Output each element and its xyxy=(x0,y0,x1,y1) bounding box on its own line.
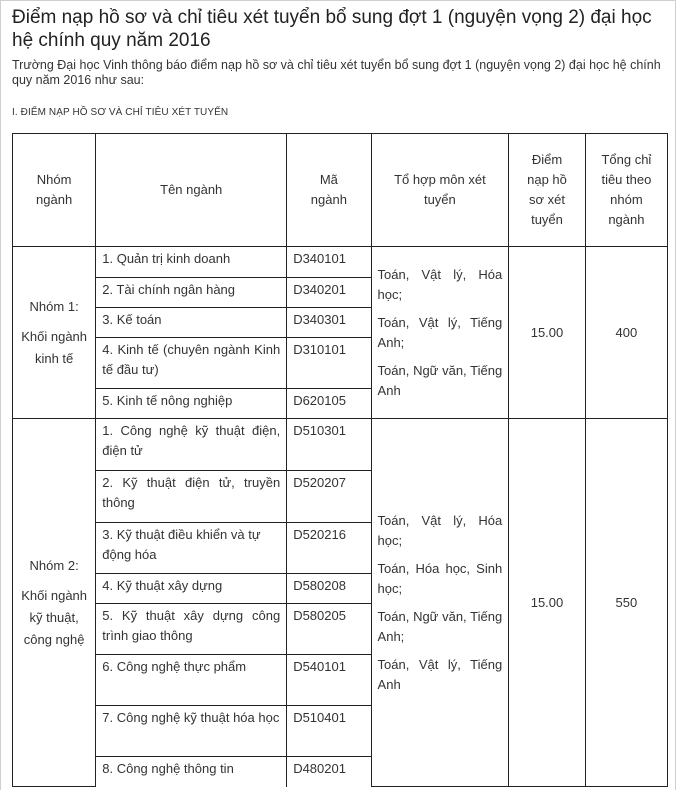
score-cell: 15.00 xyxy=(509,247,586,419)
group-label: Nhóm 2: xyxy=(29,557,79,573)
major-name: 4. Kỹ thuật xây dựng xyxy=(96,574,287,604)
group-label: Nhóm 1: xyxy=(29,298,79,314)
combo-item: Toán, Vật lý, Hóa học; xyxy=(377,266,503,302)
intro-paragraph: Trường Đại học Vinh thông báo điểm nạp hồ sơ và chỉ tiêu xét tuyển bổ sung đợt 1 (nguyện vọng 2) đại học hệ chính quy năm 2016 như sau: xyxy=(12,58,661,87)
major-code: D580205 xyxy=(287,604,371,655)
major-name: 1. Quản trị kinh doanh xyxy=(96,247,287,278)
major-code: D620105 xyxy=(287,389,371,419)
score-cell: 15.00 xyxy=(509,419,586,787)
header-score: Điểm nạp hồ sơ xét tuyển xyxy=(509,134,586,247)
major-name: 3. Kế toán xyxy=(96,308,287,338)
major-name: 2. Tài chính ngân hàng xyxy=(96,278,287,308)
major-code: D340201 xyxy=(287,278,371,308)
major-code: D510401 xyxy=(287,706,371,757)
group-description: Khối ngành kỹ thuật, công nghệ xyxy=(21,587,88,647)
combo-item: Toán, Vật lý, Tiếng Anh xyxy=(377,656,503,692)
major-name: 8. Công nghệ thông tin xyxy=(96,757,287,787)
header-name: Tên ngành xyxy=(96,134,287,247)
subject-combinations xyxy=(371,419,509,787)
major-name: 1. Công nghệ kỹ thuật điện, điện tử xyxy=(96,419,287,471)
table-row xyxy=(13,419,668,471)
major-code: D520216 xyxy=(287,523,371,574)
major-name: 2. Kỹ thuật điện tử, truyền thông xyxy=(96,471,287,523)
major-name: 6. Công nghệ thực phẩm xyxy=(96,655,287,706)
major-code: D520207 xyxy=(287,471,371,523)
combo-item: Toán, Ngữ văn, Tiếng Anh; xyxy=(377,608,503,644)
major-code: D480201 xyxy=(287,757,371,787)
admission-table xyxy=(12,133,668,787)
major-code: D340101 xyxy=(287,247,371,278)
section-heading: I. ĐIỂM NẠP HỒ SƠ VÀ CHỈ TIÊU XÉT TUYỂN xyxy=(12,107,229,118)
combo-item: Toán, Ngữ văn, Tiếng Anh xyxy=(377,362,503,398)
major-name: 7. Công nghệ kỹ thuật hóa học xyxy=(96,706,287,757)
major-code: D580208 xyxy=(287,574,371,604)
table-row xyxy=(13,247,668,278)
header-quota: Tổng chỉ tiêu theo nhóm ngành xyxy=(585,134,667,247)
quota-cell: 550 xyxy=(585,419,667,787)
header-group: Nhóm ngành xyxy=(13,134,96,247)
header-row xyxy=(13,134,668,247)
page-cutoff xyxy=(0,790,676,800)
major-code: D510301 xyxy=(287,419,371,471)
group-cell xyxy=(13,419,96,787)
quota-cell: 400 xyxy=(585,247,667,419)
major-code: D310101 xyxy=(287,338,371,389)
combo-item: Toán, Vật lý, Tiếng Anh; xyxy=(377,314,503,350)
combo-item: Toán, Hóa học, Sinh học; xyxy=(377,560,503,596)
major-name: 5. Kinh tế nông nghiệp xyxy=(96,389,287,419)
major-code: D340301 xyxy=(287,308,371,338)
subject-combinations xyxy=(371,247,509,419)
group-cell xyxy=(13,247,96,419)
header-combo: Tổ hợp môn xét tuyển xyxy=(371,134,509,247)
major-name: 5. Kỹ thuật xây dựng công trình giao thông xyxy=(96,604,287,655)
page-title: Điểm nạp hồ sơ và chỉ tiêu xét tuyển bổ sung đợt 1 (nguyện vọng 2) đại học hệ chính quy năm 2016 xyxy=(12,7,652,51)
group-description: Khối ngành kinh tế xyxy=(21,328,88,366)
major-code: D540101 xyxy=(287,655,371,706)
header-code: Mã ngành xyxy=(287,134,371,247)
combo-item: Toán, Vật lý, Hóa học; xyxy=(377,512,503,548)
major-name: 3. Kỹ thuật điều khiển và tự động hóa xyxy=(96,523,287,574)
major-name: 4. Kinh tế (chuyên ngành Kinh tế đầu tư) xyxy=(96,338,287,389)
